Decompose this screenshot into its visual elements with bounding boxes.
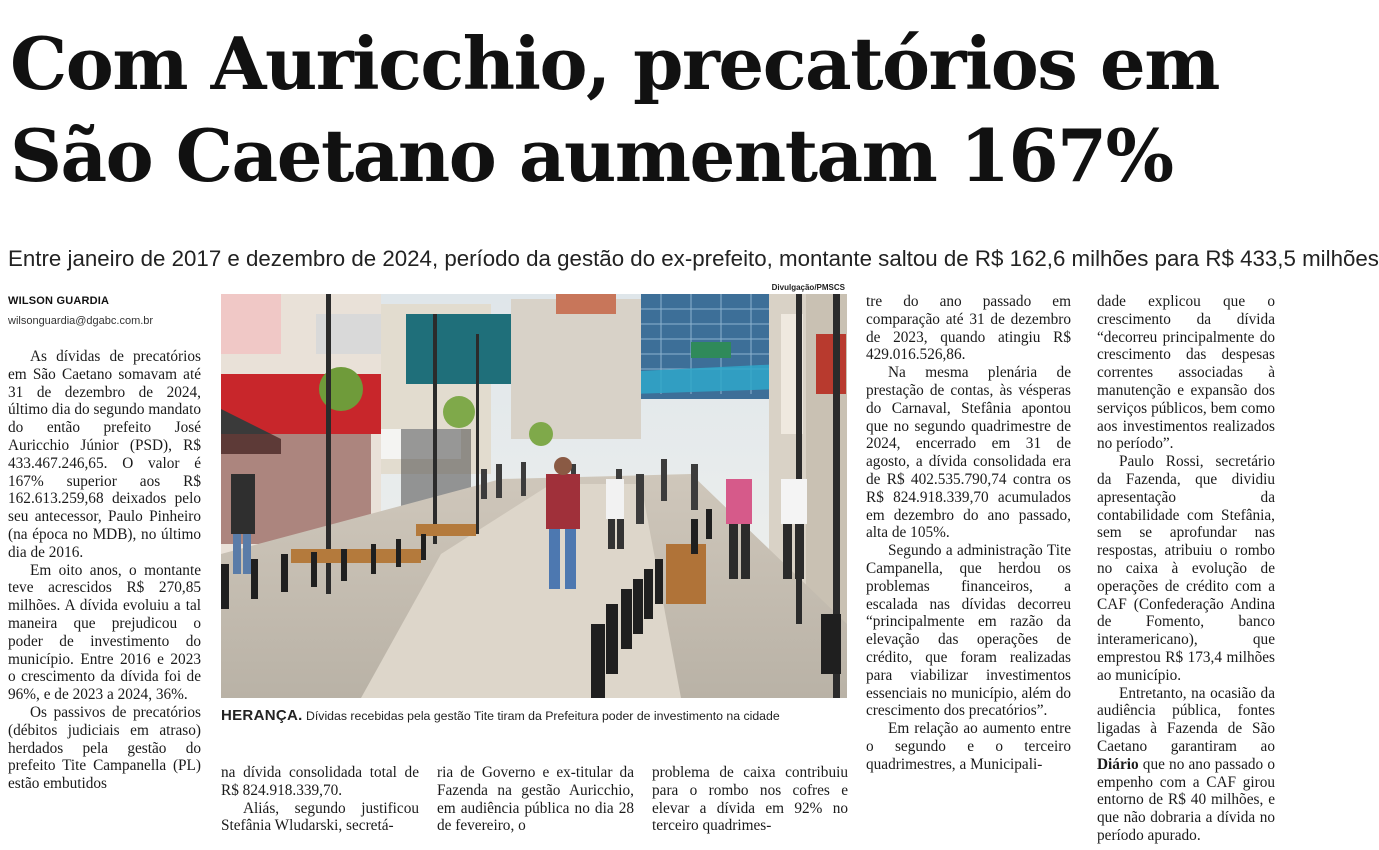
paragraph-text: que no ano passado o empenho com a CAF girou entorno de R$ 40 milhões, e que não dobraria a dívida no período apurado. <box>1097 755 1275 844</box>
paragraph: problema de caixa contribuiu para o rombo nos cofres e elevar a dívida em 92% no terceiro quadrimes- <box>652 764 848 835</box>
paragraph-text: Entretanto, na ocasião da audiência pública, fontes ligadas à Fazenda de São Caetano garantiram ao <box>1097 684 1275 755</box>
paragraph: As dívidas de precatórios em São Caetano somavam até 31 de dezembro de 2024, último dia do segundo mandato do então prefeito José Auricchio Júnior (PSD), R$ 433.467.246,65. O valor é 167% superior aos R$ 162.613.259,68 deixados pelo seu antecessor, Paulo Pinheiro (na época no MDB), no último dia de 2016. <box>8 348 201 561</box>
paragraph <box>1097 685 1275 845</box>
article-column-3 <box>437 764 634 835</box>
pedestrian-street-illustration <box>221 294 847 698</box>
subheadline: Entre janeiro de 2017 e dezembro de 2024, período da gestão do ex-prefeito, montante saltou de R$ 162,6 milhões para R$ 433,5 milhões <box>8 246 1379 271</box>
photo-caption <box>221 707 847 724</box>
article-column-2 <box>221 764 419 835</box>
headline-line-1: Com Auricchio, precatórios em <box>10 21 1219 106</box>
headline <box>10 18 1275 202</box>
article-column-1 <box>8 348 201 793</box>
author-email: wilsonguardia@dgabc.com.br <box>8 315 154 327</box>
article-column-4 <box>652 764 848 835</box>
paragraph: na dívida consolidada total de R$ 824.918.339,70. <box>221 764 419 799</box>
paragraph: Em relação ao aumento entre o segundo e o terceiro quadrimestres, a Municipali- <box>866 720 1071 773</box>
street-photo <box>221 283 847 698</box>
paragraph: Segundo a administração Tite Campanella, que herdou os problemas financeiros, a escalada nas dívidas decorreu “principalmente em razão da elevação das operações de crédito, que foram realizadas para viabilizar investimentos essenciais no município, além do crescimento dos precatórios”. <box>866 542 1071 720</box>
paragraph: ria de Governo e ex-titular da Fazenda na gestão Auricchio, em audiência pública no dia 28 de fevereiro, o <box>437 764 634 835</box>
caption-text: Dívidas recebidas pela gestão Tite tiram da Prefeitura poder de investimento na cidade <box>302 709 780 723</box>
author-byline: WILSON GUARDIA <box>8 295 110 307</box>
article-column-6 <box>1097 293 1275 845</box>
caption-kicker: HERANÇA. <box>221 707 303 724</box>
headline-line-2: São Caetano aumentam 167% <box>10 113 1173 198</box>
paragraph: Em oito anos, o montante teve acrescidos R$ 270,85 milhões. A dívida evoluiu a tal maneira que prejudicou o poder de investimento do município. Entre 2016 e 2023 o crescimento da dívida foi de 96%, e de 2023 a 2024, 36%. <box>8 561 201 704</box>
newspaper-name: Diário <box>1097 755 1139 773</box>
paragraph: Na mesma plenária de prestação de contas, às vésperas do Carnaval, Stefânia apontou que no segundo quadrimestre de 2024, encerrado em 31 de agosto, a dívida consolidada era de R$ 402.535.790,74 contra os R$ 824.918.339,70 acumulados em dezembro do ano passado, alta de 105%. <box>866 364 1071 542</box>
paragraph: Os passivos de precatórios (débitos judiciais em atraso) herdados pela gestão do prefeito Tite Campanella (PL) estão embutidos <box>8 703 201 793</box>
paragraph: dade explicou que o crescimento da dívida “decorreu principalmente do crescimento das despesas correntes associadas à manutenção e expansão dos serviços públicos, bem como aos investimentos realizados no período”. <box>1097 293 1275 453</box>
paragraph: Paulo Rossi, secretário da Fazenda, que dividiu apresentação da contabilidade com Stefânia, sem se aprofundar nas respostas, atribuiu o rombo no caixa à evolução de operações de crédito com a CAF (Confederação Andina de Fomento, banco interamericano), que emprestou R$ 173,4 milhões ao município. <box>1097 453 1275 684</box>
photo-credit: Divulgação/PMSCS <box>771 283 845 292</box>
article-column-5 <box>866 293 1071 774</box>
paragraph: Aliás, segundo justificou Stefânia Wludarski, secretá- <box>221 799 419 835</box>
paragraph: tre do ano passado em comparação até 31 de dezembro de 2023, quando atingiu R$ 429.016.526,86. <box>866 293 1071 364</box>
